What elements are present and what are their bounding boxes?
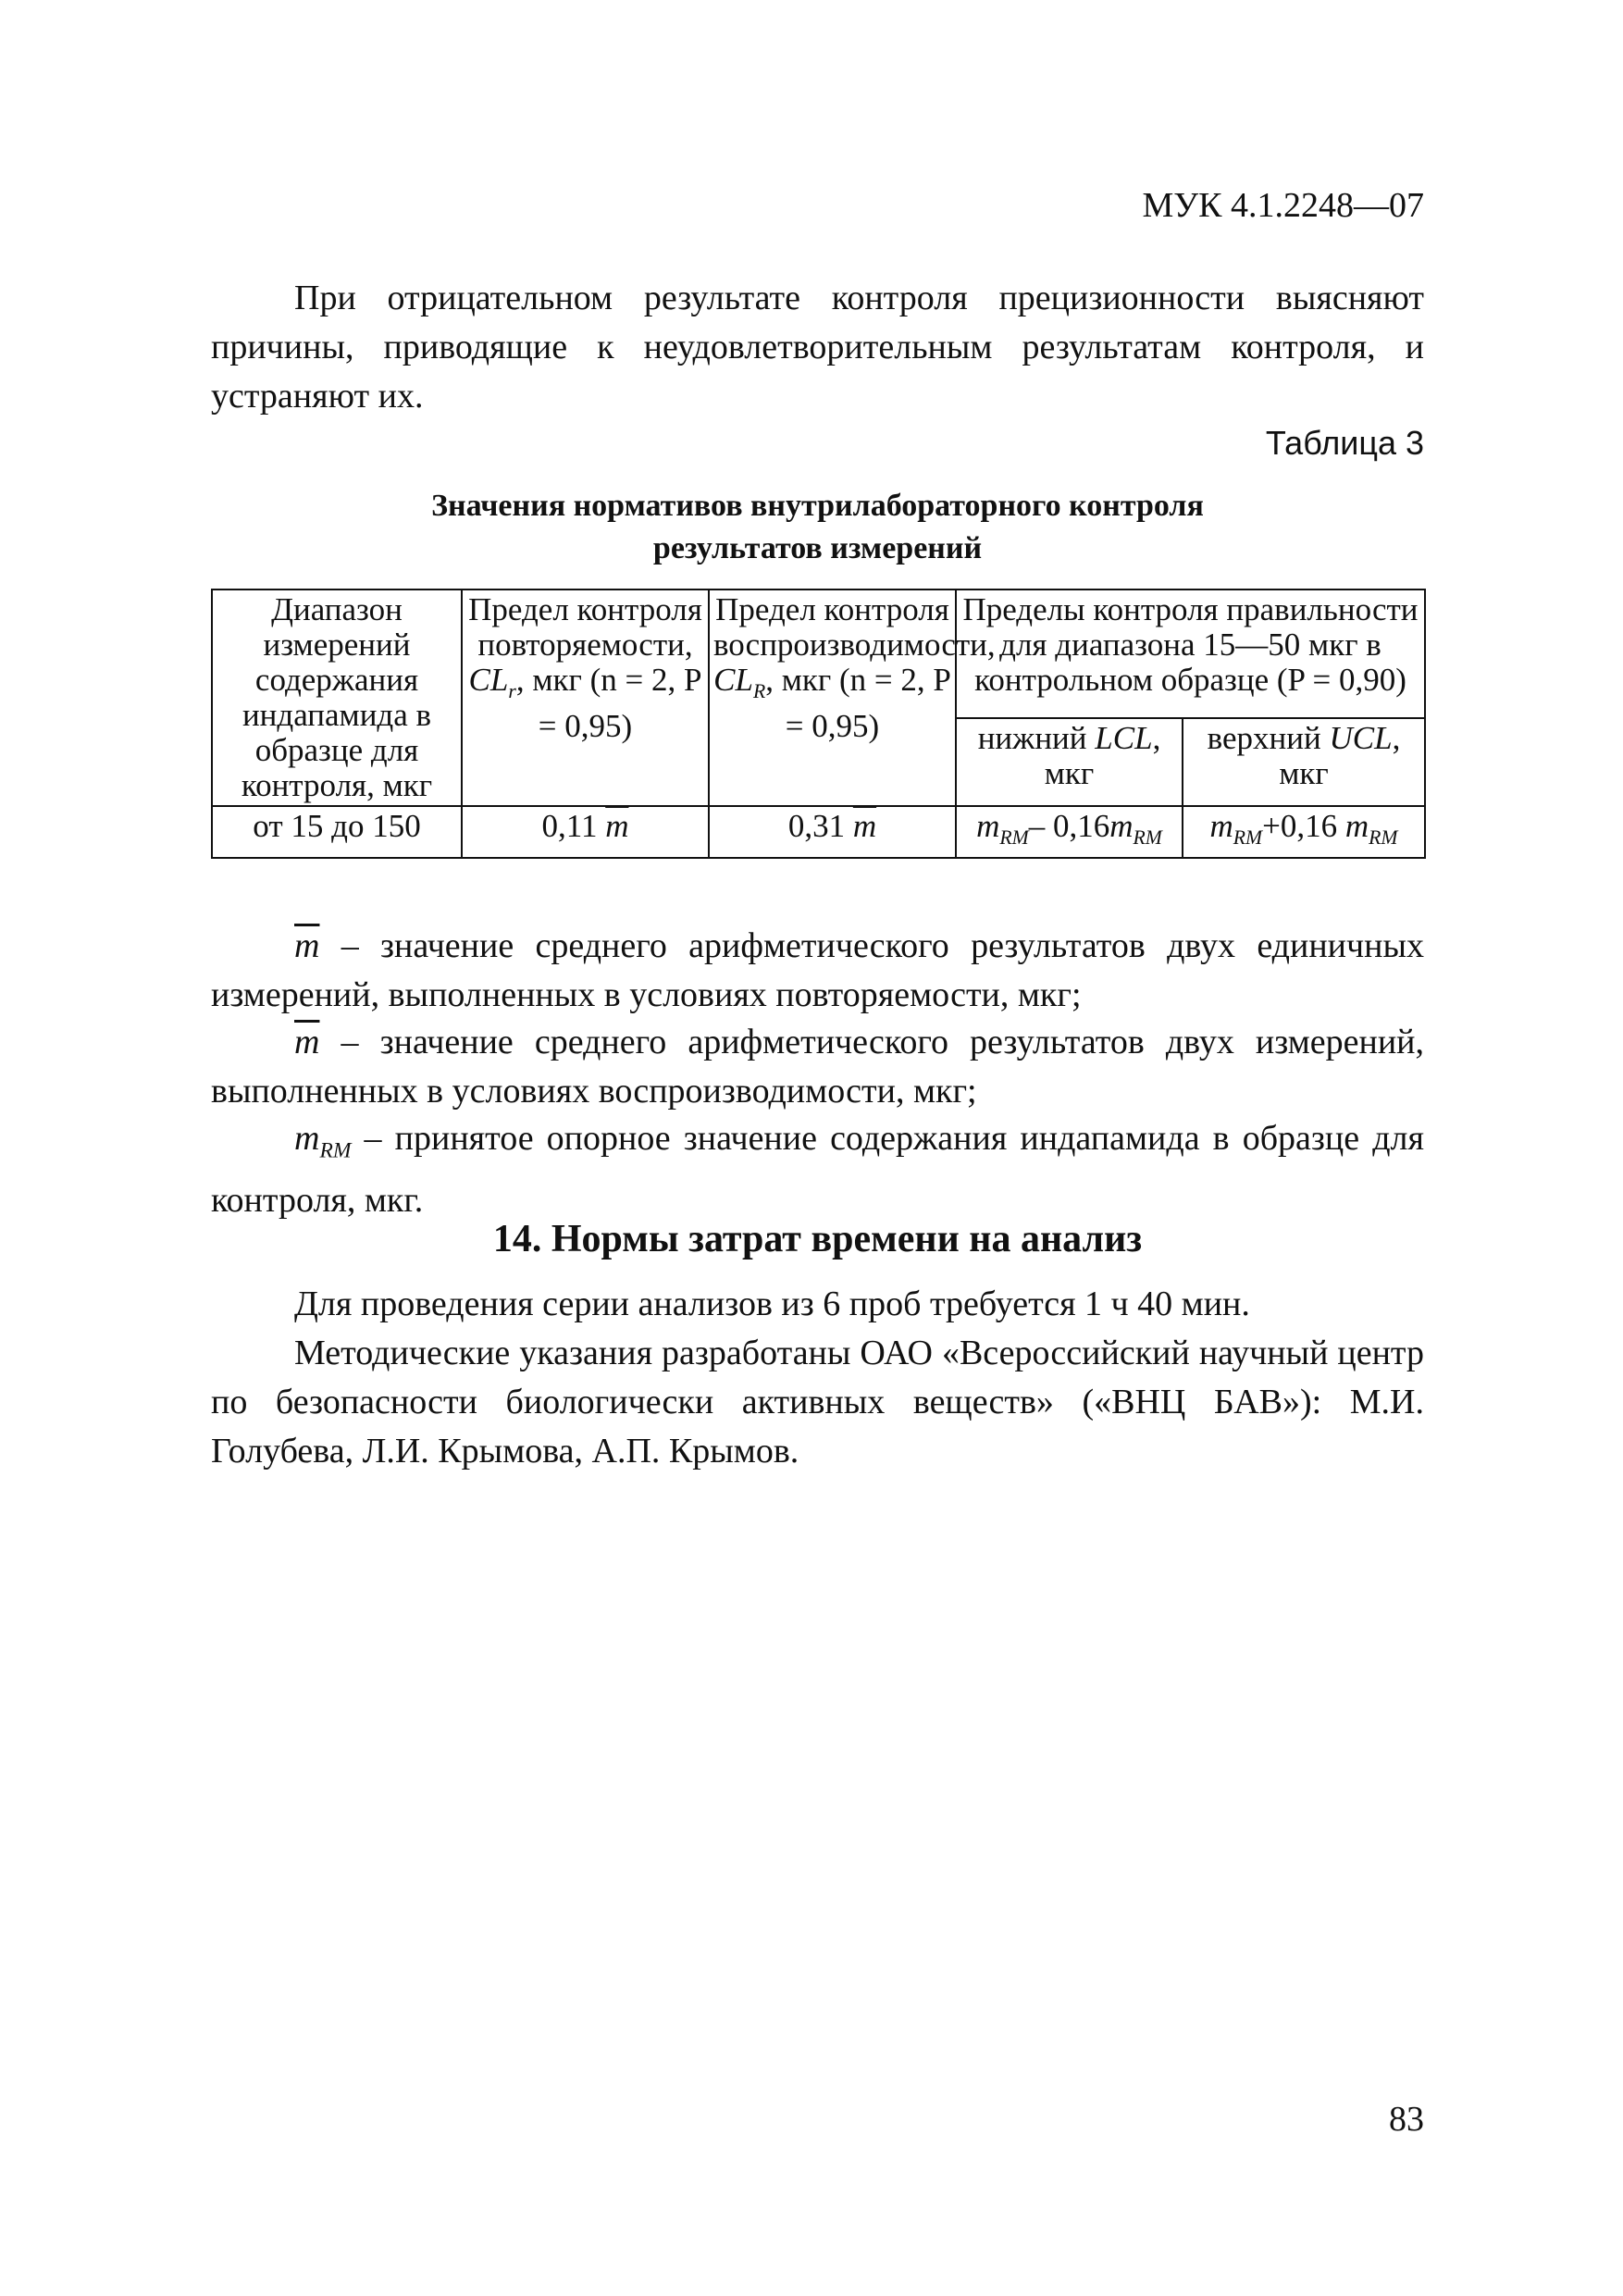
header-reproducibility-text: Предел контроля воспроизводимости,	[713, 591, 996, 663]
upper-limit-unit: , мкг	[1279, 720, 1401, 791]
m-bar-symbol: $\overline{m}$	[605, 808, 629, 844]
cell-repeatability	[462, 806, 709, 858]
lower-limit-label: нижний	[977, 720, 1087, 756]
m-bar-symbol: $\overline{m}$	[294, 1023, 320, 1061]
table-title-line-1: Значения нормативов внутрилабораторного контроля	[431, 489, 1204, 523]
table-title-line-2: результатов измерений	[652, 531, 983, 565]
header-upper-limit	[1183, 718, 1425, 806]
header-trueness-limits: Пределы контроля правильности для диапазона 15—50 мкг в контрольном образце (P = 0,90)	[956, 590, 1425, 718]
ucl-symbol: UCL	[1329, 720, 1393, 756]
rm-sub: RM	[1369, 826, 1398, 849]
header-repeatability	[462, 590, 709, 806]
repeatability-coef: 0,11	[541, 808, 598, 844]
upper-expr: +0,16	[1262, 808, 1338, 844]
legend-text: – значение среднего арифметического результатов двух измерений, выполненных в условиях воспроизводимости, мкг;	[211, 1023, 1424, 1111]
cl-r-symbol: CL	[468, 662, 509, 698]
rm-sub: RM	[1233, 826, 1263, 849]
legend-text: – принятое опорное значение содержания индапамида в образце для контроля, мкг.	[211, 1119, 1424, 1220]
upper-limit-label: верхний	[1207, 720, 1321, 756]
lcl-symbol: LCL	[1095, 720, 1153, 756]
time-paragraph: Для проведения серии анализов из 6 проб требуется 1 ч 40 мин.	[294, 1285, 1250, 1323]
header-repeatability-post: , мкг (n = 2, P = 0,95)	[515, 662, 702, 744]
legend-item-reproducibility	[211, 1018, 1424, 1116]
authors-paragraph: Методические указания разработаны ОАО «Всероссийский научный центр по безопасности биологически активных веществ» («ВНЦ БАВ»): М.И. Голубева, Л.И. Крымова, А.П. Крымов.	[211, 1334, 1424, 1471]
header-reproducibility-post: , мкг (n = 2, P = 0,95)	[765, 662, 951, 744]
m-symbol: m	[294, 1119, 320, 1158]
cell-range: от 15 до 150	[212, 806, 462, 858]
cl-R-symbol: CL	[713, 662, 753, 698]
header-reproducibility	[709, 590, 996, 806]
m-symbol: m	[1344, 808, 1369, 844]
cl-r-sub: r	[508, 680, 516, 702]
legend-item-reference	[211, 1114, 1424, 1225]
document-code: МУК 4.1.2248—07	[1142, 186, 1424, 225]
m-symbol: m	[1109, 808, 1134, 844]
intro-paragraph: При отрицательном результате контроля прецизионности выясняют причины, приводящие к неудовлетворительным результатам контроля, и устраняют их.	[211, 279, 1424, 416]
legend-text: – значение среднего арифметического результатов двух единичных измерений, выполненных в условиях повторяемости, мкг;	[211, 926, 1424, 1014]
m-symbol: m	[976, 808, 1000, 844]
rm-sub: RM	[1133, 826, 1162, 849]
table-title	[211, 485, 1424, 570]
lower-limit-unit: , мкг	[1044, 720, 1161, 791]
header-lower-limit	[956, 718, 1183, 806]
header-range: Диапазон измерений содержания индапамида в образце для контроля, мкг	[212, 590, 462, 806]
lower-expr: – 0,16	[1028, 808, 1110, 844]
cell-upper-limit	[1183, 806, 1425, 858]
m-bar-symbol: $\overline{m}$	[852, 808, 877, 844]
rm-sub: RM	[999, 826, 1029, 849]
table-label: Таблица 3	[1265, 424, 1424, 462]
cell-lower-limit	[956, 806, 1183, 858]
cell-reproducibility	[709, 806, 956, 858]
norms-table	[211, 589, 1426, 859]
cl-R-sub: R	[752, 680, 766, 702]
page-number: 83	[1389, 2100, 1424, 2139]
m-symbol: m	[1209, 808, 1233, 844]
table-header-row	[212, 590, 1425, 718]
reproducibility-coef: 0,31	[787, 808, 846, 844]
rm-sub: RM	[319, 1138, 352, 1163]
legend-item-repeatability	[211, 922, 1424, 1020]
table-row	[212, 806, 1425, 858]
section-heading: 14. Нормы затрат времени на анализ	[492, 1218, 1143, 1260]
header-repeatability-text: Предел контроля повторяемости,	[468, 591, 702, 663]
m-bar-symbol: $\overline{m}$	[294, 926, 320, 965]
